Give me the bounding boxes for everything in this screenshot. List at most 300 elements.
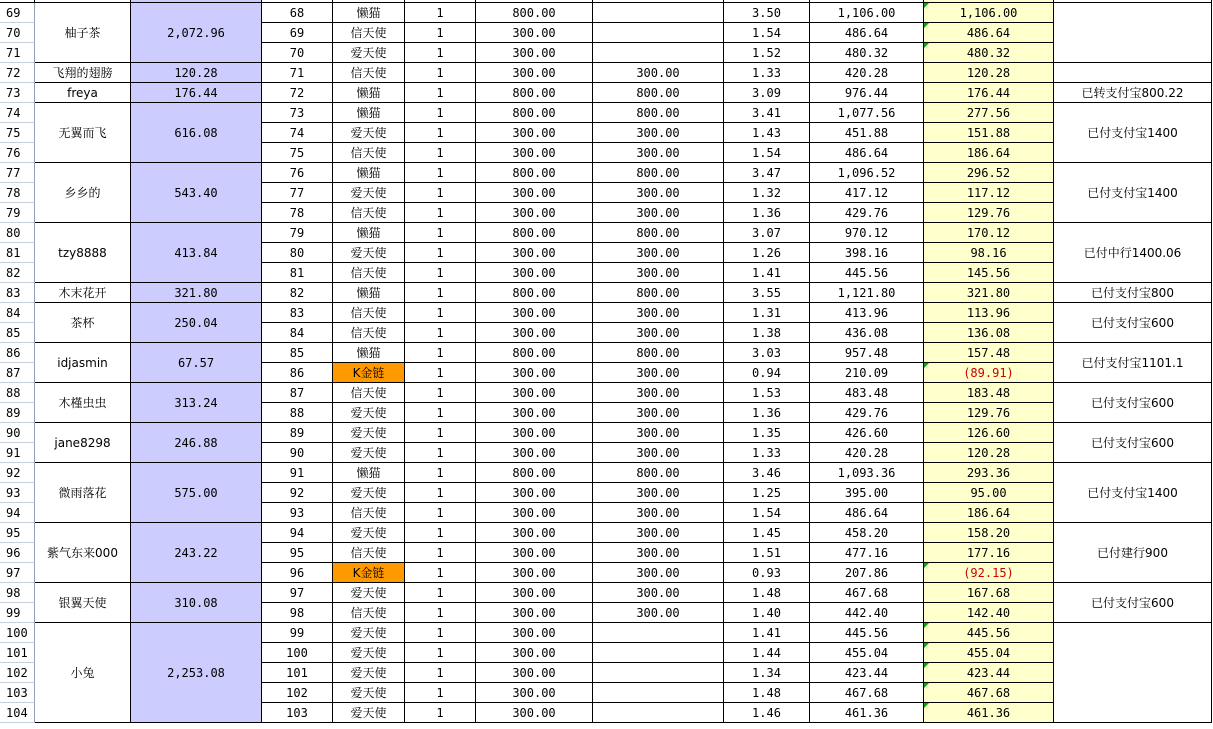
paid-amount-cell[interactable]: 800.00: [593, 163, 724, 183]
paid-amount-cell[interactable]: 300.00: [593, 363, 724, 383]
quantity-cell[interactable]: 1: [405, 543, 476, 563]
paid-amount-cell[interactable]: [593, 643, 724, 663]
price-cell[interactable]: 300.00: [476, 423, 593, 443]
price-cell[interactable]: 800.00: [476, 283, 593, 303]
rate-cell[interactable]: 1.41: [724, 623, 810, 643]
item-name-cell[interactable]: 爱天使: [333, 483, 405, 503]
quantity-cell[interactable]: 1: [405, 283, 476, 303]
rate-cell[interactable]: 3.47: [724, 163, 810, 183]
item-name-cell[interactable]: 信天使: [333, 303, 405, 323]
balance-cell[interactable]: 467.68: [924, 683, 1054, 703]
balance-cell[interactable]: 176.44: [924, 83, 1054, 103]
balance-cell[interactable]: 129.76: [924, 203, 1054, 223]
paid-amount-cell[interactable]: 800.00: [593, 103, 724, 123]
price-cell[interactable]: 300.00: [476, 63, 593, 83]
quantity-cell[interactable]: 1: [405, 263, 476, 283]
row-header[interactable]: 99: [0, 603, 35, 623]
row-header[interactable]: 84: [0, 303, 35, 323]
balance-cell[interactable]: 186.64: [924, 143, 1054, 163]
payment-note-cell[interactable]: 已付支付宝600: [1054, 303, 1212, 343]
customer-name-cell[interactable]: idjasmin: [35, 343, 131, 383]
rate-cell[interactable]: 1.48: [724, 583, 810, 603]
rate-cell[interactable]: 1.46: [724, 703, 810, 723]
paid-amount-cell[interactable]: [593, 23, 724, 43]
price-cell[interactable]: 300.00: [476, 303, 593, 323]
customer-name-cell[interactable]: freya: [35, 83, 131, 103]
balance-cell[interactable]: 170.12: [924, 223, 1054, 243]
amount-cell[interactable]: 420.28: [810, 63, 924, 83]
row-header[interactable]: 79: [0, 203, 35, 223]
paid-amount-cell[interactable]: 300.00: [593, 503, 724, 523]
customer-total-cell[interactable]: 243.22: [131, 523, 262, 583]
price-cell[interactable]: 300.00: [476, 683, 593, 703]
rate-cell[interactable]: 1.54: [724, 503, 810, 523]
payment-note-cell[interactable]: 已付支付宝800: [1054, 283, 1212, 303]
customer-name-cell[interactable]: 银翼天使: [35, 583, 131, 623]
order-number-cell[interactable]: 92: [262, 483, 333, 503]
paid-amount-cell[interactable]: 800.00: [593, 463, 724, 483]
rate-cell[interactable]: 1.35: [724, 423, 810, 443]
amount-cell[interactable]: 486.64: [810, 23, 924, 43]
amount-cell[interactable]: 442.40: [810, 603, 924, 623]
row-header[interactable]: 98: [0, 583, 35, 603]
payment-note-cell[interactable]: 已付中行1400.06: [1054, 223, 1212, 283]
row-header[interactable]: 93: [0, 483, 35, 503]
amount-cell[interactable]: 1,121.80: [810, 283, 924, 303]
balance-cell[interactable]: 167.68: [924, 583, 1054, 603]
order-number-cell[interactable]: 76: [262, 163, 333, 183]
row-header[interactable]: 92: [0, 463, 35, 483]
quantity-cell[interactable]: 1: [405, 3, 476, 23]
item-name-cell[interactable]: 懒猫: [333, 283, 405, 303]
order-number-cell[interactable]: 69: [262, 23, 333, 43]
order-number-cell[interactable]: 73: [262, 103, 333, 123]
item-name-cell[interactable]: 信天使: [333, 383, 405, 403]
amount-cell[interactable]: 423.44: [810, 663, 924, 683]
row-header[interactable]: 100: [0, 623, 35, 643]
order-number-cell[interactable]: 81: [262, 263, 333, 283]
customer-name-cell[interactable]: tzy8888: [35, 223, 131, 283]
item-name-cell[interactable]: 懒猫: [333, 463, 405, 483]
customer-name-cell[interactable]: jane8298: [35, 423, 131, 463]
paid-amount-cell[interactable]: 800.00: [593, 343, 724, 363]
balance-cell[interactable]: 1,106.00: [924, 3, 1054, 23]
balance-cell[interactable]: 136.08: [924, 323, 1054, 343]
amount-cell[interactable]: 486.64: [810, 143, 924, 163]
quantity-cell[interactable]: 1: [405, 123, 476, 143]
order-number-cell[interactable]: 90: [262, 443, 333, 463]
rate-cell[interactable]: 3.41: [724, 103, 810, 123]
price-cell[interactable]: 800.00: [476, 463, 593, 483]
item-name-cell[interactable]: 懒猫: [333, 3, 405, 23]
paid-amount-cell[interactable]: 300.00: [593, 443, 724, 463]
balance-cell[interactable]: 126.60: [924, 423, 1054, 443]
quantity-cell[interactable]: 1: [405, 683, 476, 703]
payment-note-cell[interactable]: 已付支付宝600: [1054, 583, 1212, 623]
rate-cell[interactable]: 1.26: [724, 243, 810, 263]
amount-cell[interactable]: 458.20: [810, 523, 924, 543]
price-cell[interactable]: 300.00: [476, 603, 593, 623]
rate-cell[interactable]: 3.46: [724, 463, 810, 483]
price-cell[interactable]: 300.00: [476, 583, 593, 603]
item-name-cell[interactable]: 信天使: [333, 63, 405, 83]
paid-amount-cell[interactable]: 300.00: [593, 423, 724, 443]
row-header[interactable]: 89: [0, 403, 35, 423]
row-header[interactable]: 82: [0, 263, 35, 283]
rate-cell[interactable]: 3.55: [724, 283, 810, 303]
paid-amount-cell[interactable]: 800.00: [593, 283, 724, 303]
row-header[interactable]: 74: [0, 103, 35, 123]
order-number-cell[interactable]: 68: [262, 3, 333, 23]
amount-cell[interactable]: 451.88: [810, 123, 924, 143]
paid-amount-cell[interactable]: 300.00: [593, 563, 724, 583]
amount-cell[interactable]: 429.76: [810, 403, 924, 423]
paid-amount-cell[interactable]: [593, 43, 724, 63]
amount-cell[interactable]: 1,077.56: [810, 103, 924, 123]
quantity-cell[interactable]: 1: [405, 243, 476, 263]
payment-note-cell[interactable]: 已付支付宝1400: [1054, 163, 1212, 223]
amount-cell[interactable]: 413.96: [810, 303, 924, 323]
item-name-cell[interactable]: 信天使: [333, 503, 405, 523]
customer-total-cell[interactable]: 2,072.96: [131, 3, 262, 63]
quantity-cell[interactable]: 1: [405, 643, 476, 663]
item-name-cell[interactable]: 懒猫: [333, 343, 405, 363]
amount-cell[interactable]: 976.44: [810, 83, 924, 103]
paid-amount-cell[interactable]: 300.00: [593, 383, 724, 403]
customer-name-cell[interactable]: 飞翔的翅膀: [35, 63, 131, 83]
rate-cell[interactable]: 3.50: [724, 3, 810, 23]
amount-cell[interactable]: 970.12: [810, 223, 924, 243]
balance-cell[interactable]: 183.48: [924, 383, 1054, 403]
quantity-cell[interactable]: 1: [405, 223, 476, 243]
customer-total-cell[interactable]: 310.08: [131, 583, 262, 623]
customer-total-cell[interactable]: 543.40: [131, 163, 262, 223]
order-number-cell[interactable]: 79: [262, 223, 333, 243]
price-cell[interactable]: 800.00: [476, 223, 593, 243]
item-name-cell[interactable]: 信天使: [333, 143, 405, 163]
row-header[interactable]: 95: [0, 523, 35, 543]
balance-cell[interactable]: 120.28: [924, 63, 1054, 83]
quantity-cell[interactable]: 1: [405, 163, 476, 183]
paid-amount-cell[interactable]: 300.00: [593, 303, 724, 323]
balance-cell[interactable]: 186.64: [924, 503, 1054, 523]
customer-name-cell[interactable]: 茶杯: [35, 303, 131, 343]
paid-amount-cell[interactable]: 300.00: [593, 263, 724, 283]
price-cell[interactable]: 300.00: [476, 143, 593, 163]
customer-name-cell[interactable]: 乡乡的: [35, 163, 131, 223]
balance-cell[interactable]: 293.36: [924, 463, 1054, 483]
customer-total-cell[interactable]: 246.88: [131, 423, 262, 463]
item-name-cell[interactable]: 懒猫: [333, 163, 405, 183]
customer-total-cell[interactable]: 176.44: [131, 83, 262, 103]
paid-amount-cell[interactable]: 300.00: [593, 63, 724, 83]
item-name-cell[interactable]: 懒猫: [333, 83, 405, 103]
amount-cell[interactable]: 957.48: [810, 343, 924, 363]
balance-cell[interactable]: 461.36: [924, 703, 1054, 723]
item-name-cell[interactable]: 爱天使: [333, 243, 405, 263]
amount-cell[interactable]: 486.64: [810, 503, 924, 523]
customer-total-cell[interactable]: 67.57: [131, 343, 262, 383]
price-cell[interactable]: 800.00: [476, 343, 593, 363]
customer-total-cell[interactable]: 120.28: [131, 63, 262, 83]
order-number-cell[interactable]: 97: [262, 583, 333, 603]
customer-total-cell[interactable]: 2,253.08: [131, 623, 262, 723]
amount-cell[interactable]: 1,096.52: [810, 163, 924, 183]
quantity-cell[interactable]: 1: [405, 83, 476, 103]
row-header[interactable]: 88: [0, 383, 35, 403]
quantity-cell[interactable]: 1: [405, 523, 476, 543]
price-cell[interactable]: 300.00: [476, 703, 593, 723]
row-header[interactable]: 97: [0, 563, 35, 583]
price-cell[interactable]: 300.00: [476, 183, 593, 203]
paid-amount-cell[interactable]: 300.00: [593, 123, 724, 143]
balance-cell[interactable]: 117.12: [924, 183, 1054, 203]
price-cell[interactable]: 800.00: [476, 103, 593, 123]
amount-cell[interactable]: 395.00: [810, 483, 924, 503]
rate-cell[interactable]: 1.52: [724, 43, 810, 63]
balance-cell[interactable]: 95.00: [924, 483, 1054, 503]
quantity-cell[interactable]: 1: [405, 563, 476, 583]
row-header[interactable]: 75: [0, 123, 35, 143]
customer-name-cell[interactable]: 紫气东来000: [35, 523, 131, 583]
customer-name-cell[interactable]: 小兔: [35, 623, 131, 723]
rate-cell[interactable]: 1.36: [724, 403, 810, 423]
item-name-cell[interactable]: 爱天使: [333, 123, 405, 143]
price-cell[interactable]: 300.00: [476, 203, 593, 223]
quantity-cell[interactable]: 1: [405, 23, 476, 43]
amount-cell[interactable]: 207.86: [810, 563, 924, 583]
amount-cell[interactable]: 483.48: [810, 383, 924, 403]
payment-note-cell[interactable]: 已付建行900: [1054, 523, 1212, 583]
row-header[interactable]: 83: [0, 283, 35, 303]
rate-cell[interactable]: 1.34: [724, 663, 810, 683]
rate-cell[interactable]: 1.40: [724, 603, 810, 623]
balance-cell[interactable]: 120.28: [924, 443, 1054, 463]
price-cell[interactable]: 300.00: [476, 323, 593, 343]
item-name-cell[interactable]: 爱天使: [333, 663, 405, 683]
order-number-cell[interactable]: 71: [262, 63, 333, 83]
paid-amount-cell[interactable]: 800.00: [593, 223, 724, 243]
amount-cell[interactable]: 445.56: [810, 623, 924, 643]
rate-cell[interactable]: 1.44: [724, 643, 810, 663]
balance-cell[interactable]: 177.16: [924, 543, 1054, 563]
balance-cell[interactable]: 423.44: [924, 663, 1054, 683]
item-name-cell[interactable]: 信天使: [333, 203, 405, 223]
payment-note-cell[interactable]: 已付支付宝600: [1054, 423, 1212, 463]
order-number-cell[interactable]: 88: [262, 403, 333, 423]
rate-cell[interactable]: 1.45: [724, 523, 810, 543]
amount-cell[interactable]: 210.09: [810, 363, 924, 383]
price-cell[interactable]: 300.00: [476, 363, 593, 383]
amount-cell[interactable]: 445.56: [810, 263, 924, 283]
quantity-cell[interactable]: 1: [405, 603, 476, 623]
order-number-cell[interactable]: 77: [262, 183, 333, 203]
rate-cell[interactable]: 1.54: [724, 143, 810, 163]
rate-cell[interactable]: 1.54: [724, 23, 810, 43]
order-number-cell[interactable]: 84: [262, 323, 333, 343]
order-number-cell[interactable]: 102: [262, 683, 333, 703]
rate-cell[interactable]: 1.33: [724, 443, 810, 463]
rate-cell[interactable]: 1.43: [724, 123, 810, 143]
item-name-cell[interactable]: 爱天使: [333, 183, 405, 203]
balance-cell[interactable]: 142.40: [924, 603, 1054, 623]
amount-cell[interactable]: 461.36: [810, 703, 924, 723]
paid-amount-cell[interactable]: 300.00: [593, 583, 724, 603]
paid-amount-cell[interactable]: 300.00: [593, 243, 724, 263]
amount-cell[interactable]: 429.76: [810, 203, 924, 223]
quantity-cell[interactable]: 1: [405, 423, 476, 443]
customer-total-cell[interactable]: 250.04: [131, 303, 262, 343]
price-cell[interactable]: 300.00: [476, 523, 593, 543]
customer-name-cell[interactable]: 无翼而飞: [35, 103, 131, 163]
balance-cell[interactable]: 151.88: [924, 123, 1054, 143]
item-name-cell[interactable]: 爱天使: [333, 403, 405, 423]
rate-cell[interactable]: 3.03: [724, 343, 810, 363]
order-number-cell[interactable]: 103: [262, 703, 333, 723]
rate-cell[interactable]: 1.32: [724, 183, 810, 203]
payment-note-cell[interactable]: [1054, 3, 1212, 63]
row-header[interactable]: 77: [0, 163, 35, 183]
item-name-cell[interactable]: 爱天使: [333, 43, 405, 63]
order-number-cell[interactable]: 78: [262, 203, 333, 223]
rate-cell[interactable]: 0.93: [724, 563, 810, 583]
balance-cell[interactable]: 98.16: [924, 243, 1054, 263]
price-cell[interactable]: 300.00: [476, 23, 593, 43]
balance-cell[interactable]: 157.48: [924, 343, 1054, 363]
row-header[interactable]: 76: [0, 143, 35, 163]
item-name-cell[interactable]: 信天使: [333, 543, 405, 563]
balance-cell[interactable]: 113.96: [924, 303, 1054, 323]
balance-cell[interactable]: 145.56: [924, 263, 1054, 283]
item-name-cell[interactable]: 信天使: [333, 263, 405, 283]
amount-cell[interactable]: 420.28: [810, 443, 924, 463]
price-cell[interactable]: 300.00: [476, 623, 593, 643]
row-header[interactable]: 101: [0, 643, 35, 663]
price-cell[interactable]: 300.00: [476, 383, 593, 403]
amount-cell[interactable]: 1,093.36: [810, 463, 924, 483]
paid-amount-cell[interactable]: 300.00: [593, 403, 724, 423]
order-number-cell[interactable]: 82: [262, 283, 333, 303]
price-cell[interactable]: 300.00: [476, 483, 593, 503]
customer-total-cell[interactable]: 575.00: [131, 463, 262, 523]
quantity-cell[interactable]: 1: [405, 503, 476, 523]
order-number-cell[interactable]: 85: [262, 343, 333, 363]
price-cell[interactable]: 300.00: [476, 263, 593, 283]
item-name-cell[interactable]: 懒猫: [333, 103, 405, 123]
quantity-cell[interactable]: 1: [405, 463, 476, 483]
customer-total-cell[interactable]: 313.24: [131, 383, 262, 423]
order-number-cell[interactable]: 96: [262, 563, 333, 583]
paid-amount-cell[interactable]: 300.00: [593, 203, 724, 223]
row-header[interactable]: 85: [0, 323, 35, 343]
balance-cell[interactable]: 455.04: [924, 643, 1054, 663]
rate-cell[interactable]: 3.09: [724, 83, 810, 103]
paid-amount-cell[interactable]: 800.00: [593, 83, 724, 103]
item-name-cell[interactable]: 懒猫: [333, 223, 405, 243]
row-header[interactable]: 94: [0, 503, 35, 523]
quantity-cell[interactable]: 1: [405, 443, 476, 463]
paid-amount-cell[interactable]: [593, 683, 724, 703]
payment-note-cell[interactable]: [1054, 63, 1212, 83]
order-number-cell[interactable]: 86: [262, 363, 333, 383]
quantity-cell[interactable]: 1: [405, 103, 476, 123]
order-number-cell[interactable]: 95: [262, 543, 333, 563]
price-cell[interactable]: 800.00: [476, 3, 593, 23]
balance-cell[interactable]: 486.64: [924, 23, 1054, 43]
rate-cell[interactable]: 0.94: [724, 363, 810, 383]
order-number-cell[interactable]: 93: [262, 503, 333, 523]
price-cell[interactable]: 300.00: [476, 563, 593, 583]
balance-cell[interactable]: 445.56: [924, 623, 1054, 643]
quantity-cell[interactable]: 1: [405, 43, 476, 63]
paid-amount-cell[interactable]: 300.00: [593, 323, 724, 343]
rate-cell[interactable]: 1.33: [724, 63, 810, 83]
rate-cell[interactable]: 1.31: [724, 303, 810, 323]
item-name-cell[interactable]: 爱天使: [333, 423, 405, 443]
quantity-cell[interactable]: 1: [405, 143, 476, 163]
amount-cell[interactable]: 1,106.00: [810, 3, 924, 23]
quantity-cell[interactable]: 1: [405, 63, 476, 83]
rate-cell[interactable]: 1.36: [724, 203, 810, 223]
row-header[interactable]: 70: [0, 23, 35, 43]
order-number-cell[interactable]: 83: [262, 303, 333, 323]
row-header[interactable]: 103: [0, 683, 35, 703]
quantity-cell[interactable]: 1: [405, 203, 476, 223]
row-header[interactable]: 78: [0, 183, 35, 203]
amount-cell[interactable]: 455.04: [810, 643, 924, 663]
payment-note-cell[interactable]: 已付支付宝1400: [1054, 103, 1212, 163]
row-header[interactable]: 72: [0, 63, 35, 83]
rate-cell[interactable]: 1.41: [724, 263, 810, 283]
customer-total-cell[interactable]: 321.80: [131, 283, 262, 303]
quantity-cell[interactable]: 1: [405, 403, 476, 423]
price-cell[interactable]: 300.00: [476, 43, 593, 63]
quantity-cell[interactable]: 1: [405, 583, 476, 603]
payment-note-cell[interactable]: 已付支付宝1101.1: [1054, 343, 1212, 383]
quantity-cell[interactable]: 1: [405, 343, 476, 363]
order-number-cell[interactable]: 80: [262, 243, 333, 263]
paid-amount-cell[interactable]: 300.00: [593, 523, 724, 543]
order-number-cell[interactable]: 75: [262, 143, 333, 163]
price-cell[interactable]: 300.00: [476, 503, 593, 523]
order-number-cell[interactable]: 91: [262, 463, 333, 483]
row-header[interactable]: 90: [0, 423, 35, 443]
row-header[interactable]: 69: [0, 3, 35, 23]
item-name-cell[interactable]: 爱天使: [333, 623, 405, 643]
price-cell[interactable]: 800.00: [476, 163, 593, 183]
amount-cell[interactable]: 426.60: [810, 423, 924, 443]
amount-cell[interactable]: 417.12: [810, 183, 924, 203]
row-header[interactable]: 81: [0, 243, 35, 263]
item-name-cell[interactable]: 爱天使: [333, 443, 405, 463]
price-cell[interactable]: 300.00: [476, 643, 593, 663]
paid-amount-cell[interactable]: 300.00: [593, 183, 724, 203]
amount-cell[interactable]: 436.08: [810, 323, 924, 343]
paid-amount-cell[interactable]: 300.00: [593, 603, 724, 623]
row-header[interactable]: 71: [0, 43, 35, 63]
quantity-cell[interactable]: 1: [405, 383, 476, 403]
price-cell[interactable]: 800.00: [476, 83, 593, 103]
customer-total-cell[interactable]: 413.84: [131, 223, 262, 283]
amount-cell[interactable]: 467.68: [810, 583, 924, 603]
price-cell[interactable]: 300.00: [476, 443, 593, 463]
order-number-cell[interactable]: 98: [262, 603, 333, 623]
row-header[interactable]: 104: [0, 703, 35, 723]
balance-cell[interactable]: 296.52: [924, 163, 1054, 183]
quantity-cell[interactable]: 1: [405, 183, 476, 203]
balance-cell[interactable]: 321.80: [924, 283, 1054, 303]
balance-cell[interactable]: 158.20: [924, 523, 1054, 543]
